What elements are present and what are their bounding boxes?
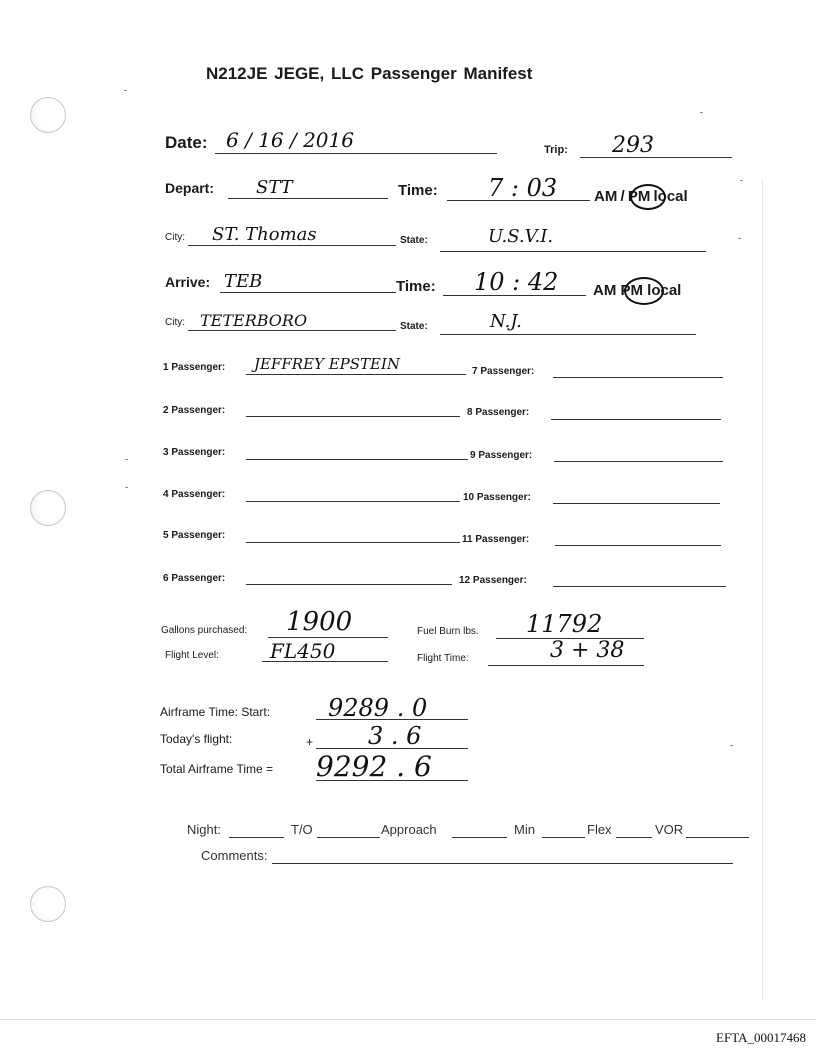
passenger-12-line: [553, 586, 726, 587]
passenger-6-label: 6 Passenger:: [163, 573, 226, 584]
passenger-8-label: 8 Passenger:: [467, 407, 530, 418]
arrive-am-pm-local: AM PM local: [593, 282, 682, 299]
passenger-9-label: 9 Passenger:: [470, 450, 533, 461]
depart-time-value: 7 : 03: [488, 174, 558, 202]
to-line: [317, 837, 380, 838]
scan-speck: [730, 745, 733, 746]
flight-time-line: [488, 665, 644, 666]
passenger-1-line: [246, 374, 466, 375]
trip-value: 293: [612, 133, 654, 158]
passenger-7-label: 7 Passenger:: [472, 366, 535, 377]
gallons-value: 1900: [286, 607, 353, 637]
arrive-time-value: 10 : 42: [474, 268, 559, 296]
passenger-7-line: [553, 377, 723, 378]
comments-label: Comments:: [201, 848, 268, 863]
flight-level-value: FL450: [270, 639, 336, 663]
date-value: 6 / 16 / 2016: [226, 128, 354, 152]
arrive-state-line: [440, 334, 696, 335]
flight-time-value: 3 + 38: [550, 638, 625, 663]
scan-speck: [740, 180, 743, 181]
to-label: T/O: [291, 822, 313, 837]
passenger-6-line: [246, 584, 452, 585]
night-line: [229, 837, 284, 838]
date-line: [215, 153, 497, 154]
scan-speck: [738, 238, 741, 239]
depart-state-label: State:: [400, 235, 428, 246]
vor-label: VOR: [655, 822, 684, 837]
gallons-line: [268, 637, 388, 638]
comments-line: [272, 863, 733, 864]
gallons-purchased-label: Gallons purchased:: [161, 625, 248, 636]
min-label: Min: [514, 822, 535, 837]
arrive-state-label: State:: [400, 321, 428, 332]
passenger-3-line: [246, 459, 468, 460]
passenger-10-label: 10 Passenger:: [463, 492, 531, 503]
passenger-4-line: [246, 501, 460, 502]
punch-hole-middle: [30, 490, 66, 526]
flight-time-label: Flight Time:: [417, 653, 469, 664]
depart-am-pm-local: AM / PM local: [594, 188, 688, 205]
scan-speck: [124, 90, 127, 91]
passenger-1-label: 1 Passenger:: [163, 362, 226, 373]
passenger-12-label: 12 Passenger:: [459, 575, 527, 586]
passenger-11-label: 11 Passenger:: [462, 534, 530, 545]
arrive-label: Arrive:: [165, 274, 211, 290]
approach-label: Approach: [381, 822, 437, 837]
vor-line: [686, 837, 749, 838]
document-id: EFTA_00017468: [716, 1030, 806, 1045]
scan-bottom-edge: [0, 1019, 816, 1020]
depart-city-line: [188, 245, 396, 246]
depart-state-value: U.S.V.I.: [488, 226, 554, 247]
date-label: Date:: [165, 133, 208, 152]
arrive-state-value: N.J.: [490, 311, 522, 332]
arrive-city-value: TETERBORO: [200, 311, 308, 330]
airframe-start-value: 9289 . 0: [328, 694, 428, 722]
depart-time-label: Time:: [398, 182, 438, 199]
todays-flight-label: Today's flight:: [160, 732, 233, 746]
passenger-11-line: [555, 545, 721, 546]
scan-speck: [125, 459, 128, 460]
trip-label: Trip:: [544, 144, 568, 156]
depart-label: Depart:: [165, 180, 215, 196]
passenger-1-value: JEFFREY EPSTEIN: [254, 355, 401, 373]
flight-level-label: Flight Level:: [165, 650, 219, 661]
paper-edge-right: [762, 180, 763, 1000]
min-line: [542, 837, 585, 838]
trip-line: [580, 157, 732, 158]
scan-speck: [125, 487, 128, 488]
depart-state-line: [440, 251, 706, 252]
todays-flight-plus: +: [306, 735, 314, 749]
passenger-5-label: 5 Passenger:: [163, 530, 226, 541]
passenger-8-line: [551, 419, 721, 420]
arrive-line: [220, 292, 396, 293]
passenger-5-line: [246, 542, 460, 543]
flex-line: [616, 837, 652, 838]
depart-city-label: City:: [165, 232, 185, 243]
total-airframe-value: 9292 . 6: [316, 750, 432, 783]
page-title: N212JE JEGE, LLC Passenger Manifest: [206, 64, 533, 83]
flex-label: Flex: [587, 822, 612, 837]
scan-speck: [700, 112, 703, 113]
arrive-pm-circle: [624, 277, 664, 305]
arrive-city-label: City:: [165, 317, 185, 328]
depart-city-value: ST. Thomas: [212, 224, 317, 245]
passenger-4-label: 4 Passenger:: [163, 489, 226, 500]
depart-value: STT: [256, 177, 293, 198]
arrive-time-label: Time:: [396, 278, 436, 295]
passenger-9-line: [554, 461, 723, 462]
arrive-city-line: [188, 330, 396, 331]
arrive-value: TEB: [224, 271, 263, 292]
night-label: Night:: [187, 822, 221, 837]
airframe-start-label: Airframe Time: Start:: [160, 705, 271, 719]
fuel-burn-value: 11792: [526, 610, 603, 638]
depart-pm-circle: [630, 184, 666, 210]
passenger-10-line: [553, 503, 720, 504]
passenger-2-label: 2 Passenger:: [163, 405, 226, 416]
passenger-2-line: [246, 416, 460, 417]
todays-flight-value: 3 . 6: [368, 722, 422, 750]
approach-line: [452, 837, 507, 838]
total-airframe-label: Total Airframe Time =: [160, 762, 274, 776]
passenger-3-label: 3 Passenger:: [163, 447, 226, 458]
punch-hole-top: [30, 97, 66, 133]
punch-hole-bottom: [30, 886, 66, 922]
fuel-burn-label: Fuel Burn lbs.: [417, 626, 479, 637]
depart-line: [228, 198, 388, 199]
